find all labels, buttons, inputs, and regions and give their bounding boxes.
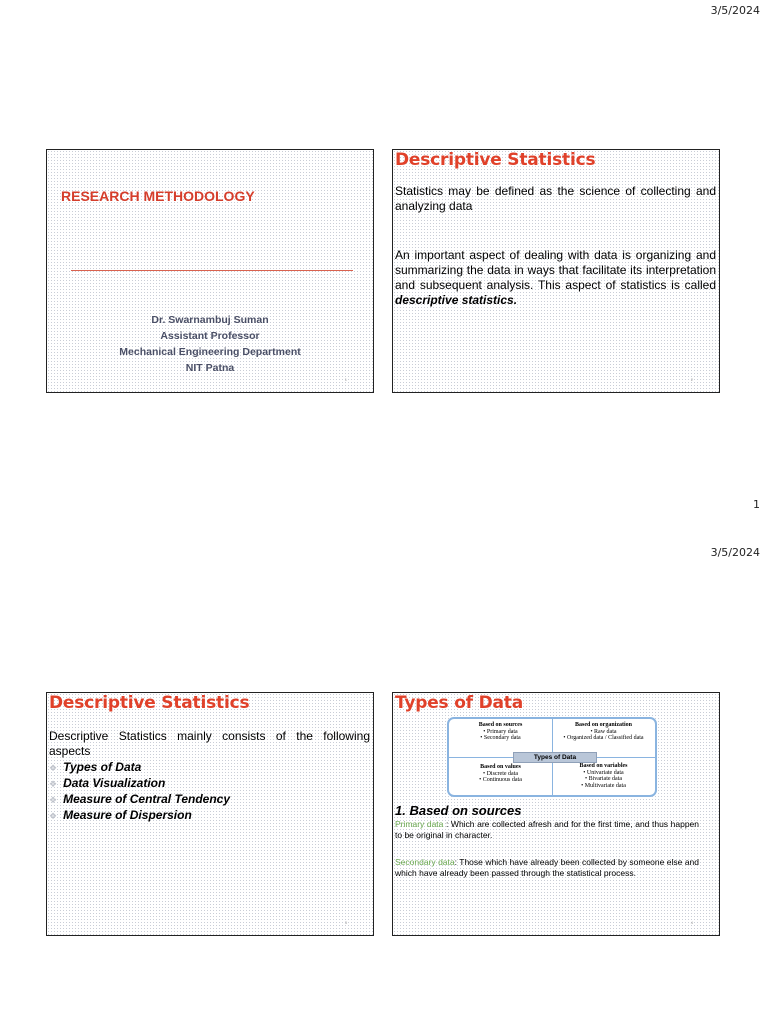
- slide-heading: Types of Data: [395, 693, 523, 713]
- diamond-bullet-icon: ❖: [49, 811, 58, 821]
- quadrant-organization: Based on organization • Raw data • Organized data / Classified data: [563, 722, 644, 741]
- quadrant-variables: Based on variables • Univariate data • Bivariate data • Multivariate data: [579, 763, 628, 789]
- page-number: 1: [753, 498, 760, 511]
- diamond-bullet-icon: ❖: [49, 763, 58, 773]
- page-date: 3/5/2024: [710, 546, 760, 559]
- slide-number: 1: [344, 377, 347, 382]
- author-institute: NIT Patna: [185, 362, 235, 374]
- types-of-data-diagram: [447, 717, 657, 797]
- author-name: Dr. Swarnambuj Suman: [151, 314, 269, 326]
- subheading: 1. Based on sources: [395, 803, 522, 818]
- diagram-center-label: Types of Data: [513, 752, 597, 763]
- author-block: [47, 312, 373, 376]
- primary-data-text: Primary data : Which are collected afresh and for the first time, and thus happen to be original in character.: [395, 819, 699, 840]
- slide-number: 3: [344, 920, 347, 925]
- author-position: Assistant Professor: [160, 330, 260, 342]
- page-date: 3/5/2024: [710, 4, 760, 17]
- primary-data-label: Primary data: [395, 819, 444, 829]
- slide-heading: Descriptive Statistics: [395, 150, 596, 170]
- bullet-item: ❖ Data Visualization: [49, 776, 166, 790]
- secondary-data-text: Secondary data: Those which have already been collected by someone else and which have already been passed through the statistical process.: [395, 857, 700, 878]
- slide-types-of-data: [392, 692, 720, 936]
- aspect-paragraph: [395, 248, 716, 308]
- definition-paragraph: Statistics may be defined as the science of collecting and analyzing data: [395, 184, 716, 213]
- author-department: Mechanical Engineering Department: [119, 346, 301, 358]
- slide-title: RESEARCH METHODOLOGY: [61, 188, 255, 204]
- secondary-data-label: Secondary data: [395, 857, 455, 867]
- aspect-text: An important aspect of dealing with data is organizing and summarizing the data in ways that facilitate its interpretation and subsequent analysis. This aspect of statistics is called: [395, 248, 716, 292]
- slide-research-methodology: [46, 149, 374, 393]
- diamond-bullet-icon: ❖: [49, 779, 58, 789]
- title-divider: [71, 270, 353, 271]
- slide-number: 4: [690, 920, 693, 925]
- aspect-emphasis: descriptive statistics.: [395, 293, 518, 307]
- slide-descriptive-statistics-definition: [392, 149, 720, 393]
- slide-descriptive-statistics-aspects: [46, 692, 374, 936]
- quadrant-values: Based on values • Discrete data • Continuous data: [479, 764, 522, 783]
- slide-number: 2: [690, 377, 693, 382]
- slide-heading: Descriptive Statistics: [49, 693, 250, 713]
- intro-paragraph: Descriptive Statistics mainly consists of the following aspects: [49, 729, 370, 758]
- bullet-item: ❖ Measure of Dispersion: [49, 808, 192, 822]
- bullet-item: ❖ Measure of Central Tendency: [49, 792, 231, 806]
- diamond-bullet-icon: ❖: [49, 795, 58, 805]
- bullet-item: ❖ Types of Data: [49, 760, 142, 774]
- quadrant-sources: Based on sources • Primary data • Secondary data: [478, 722, 523, 741]
